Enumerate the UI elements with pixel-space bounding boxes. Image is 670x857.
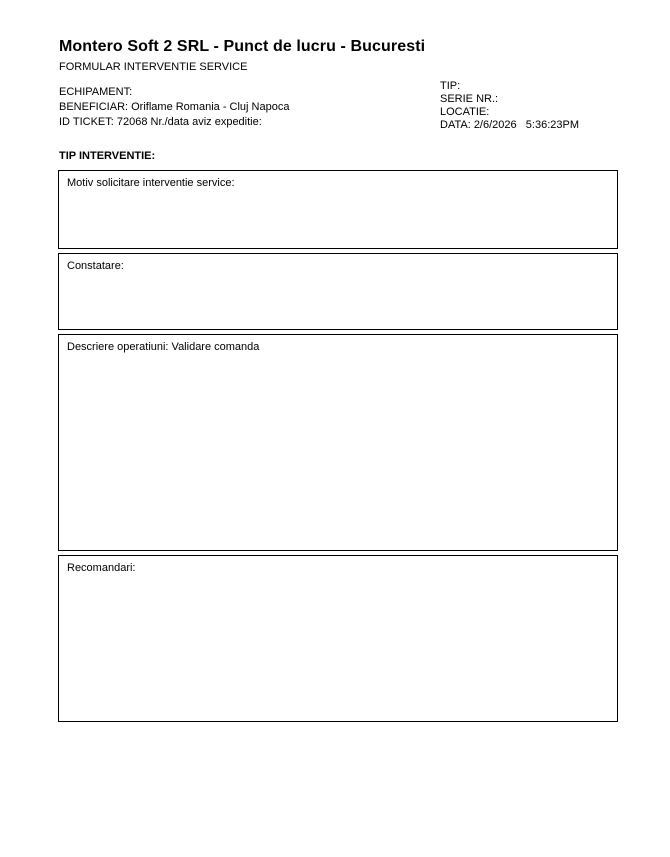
box-recomandari xyxy=(58,555,618,722)
box-descriere-label: Descriere operatiuni: Validare comanda xyxy=(67,341,260,353)
date-line: DATA: 2/6/2026 5:36:23PM xyxy=(440,119,580,131)
box-constatare xyxy=(58,253,618,330)
box-motiv-label: Motiv solicitare interventie service: xyxy=(67,177,235,189)
box-descriere-operatiuni xyxy=(58,334,618,551)
equipment-line: ECHIPAMENT: xyxy=(59,86,133,98)
serial-number-line: SERIE NR.: xyxy=(440,93,499,105)
box-recomandari-label: Recomandari: xyxy=(67,562,136,574)
details-left-block xyxy=(59,85,289,130)
page-title: Montero Soft 2 SRL - Punct de lucru - Bucuresti xyxy=(59,38,426,55)
details-right-block xyxy=(440,80,579,132)
box-constatare-label: Constatare: xyxy=(67,260,124,272)
form-subtitle: FORMULAR INTERVENTIE SERVICE xyxy=(59,61,248,73)
beneficiary-line: BENEFICIAR: Oriflame Romania - Cluj Napoca xyxy=(59,101,290,113)
box-motiv-solicitare xyxy=(58,170,618,249)
type-line: TIP: xyxy=(440,80,461,92)
location-line: LOCATIE: xyxy=(440,106,490,118)
ticket-line: ID TICKET: 72068 Nr./data aviz expeditie: xyxy=(59,116,262,128)
section-label-tip-interventie: TIP INTERVENTIE: xyxy=(59,150,156,162)
